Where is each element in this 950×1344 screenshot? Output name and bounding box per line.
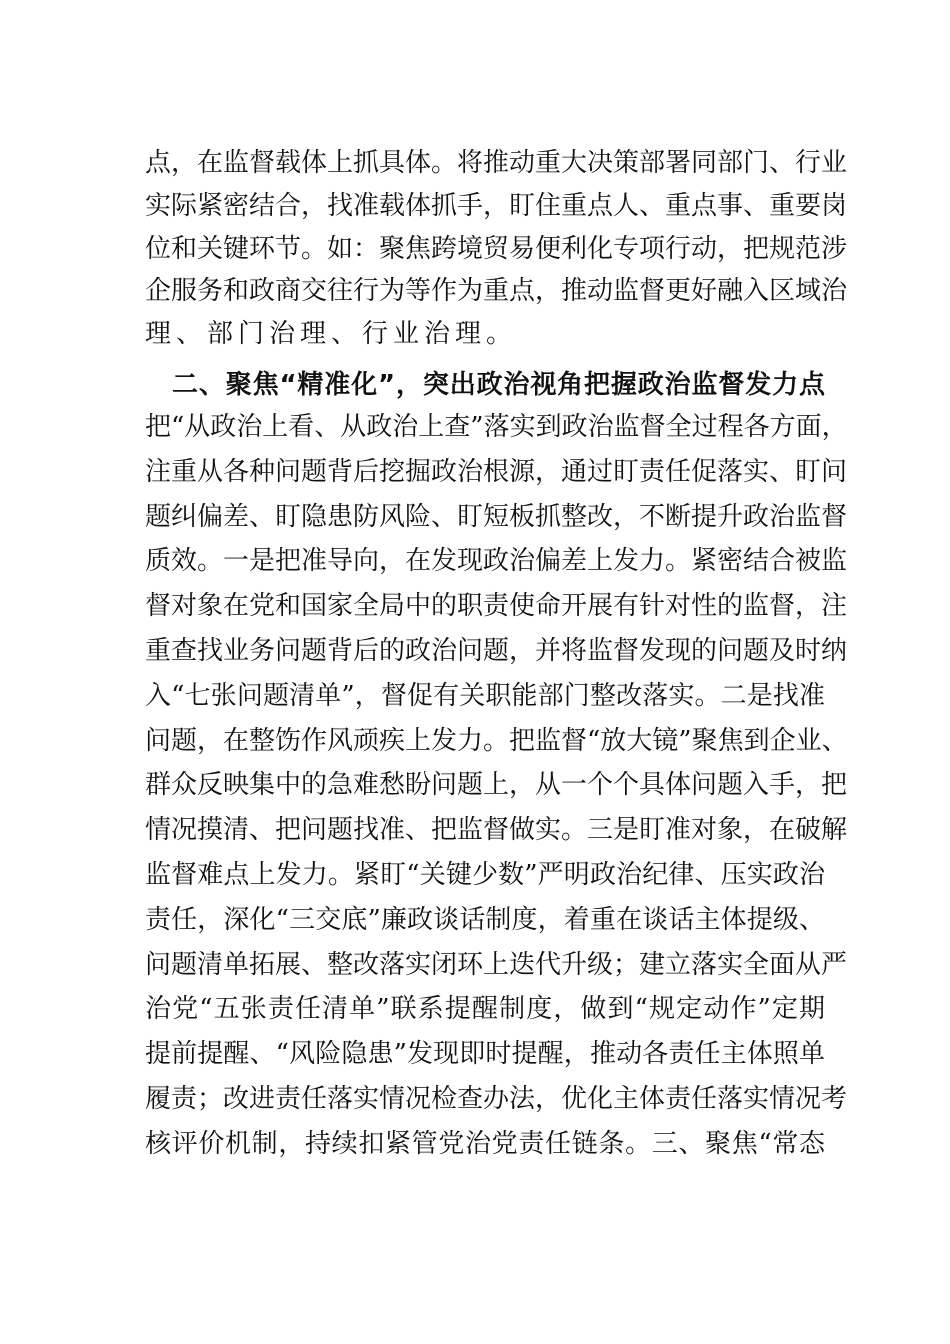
text-line: 治党“五张责任清单”联系提醒制度，做到“规定动作”定期 [145, 994, 825, 1025]
text-line: 监督难点上发力。紧盯“关键少数”严明政治纪律、压实政治 [145, 860, 825, 890]
text-line: 质效。一是把准导向，在发现政治偏差上发力。紧密结合被监 [145, 546, 848, 577]
text-line: 核评价机制，持续扣紧管党治党责任链条。三、聚焦“常态 [145, 1128, 825, 1159]
text-line: 企服务和政商交往行为等作为重点，推动监督更好融入区域治 [145, 276, 848, 307]
text-line: 把“从政治上看、从政治上查”落实到政治监督全过程各方面， [145, 412, 848, 442]
text-line: 点，在监督载体上抓具体。将推动重大决策部署同部门、行业 [145, 148, 848, 178]
text-line: 问题清单拓展、整改落实闭环上迭代升级；建立落实全面从严 [145, 949, 848, 980]
text-line: 群众反映集中的急难愁盼问题上，从一个个具体问题入手，把 [145, 770, 848, 801]
text-line: 入“七张问题清单”，督促有关职能部门整改落实。二是找准 [145, 680, 825, 711]
text-line: 履责；改进责任落实情况检查办法，优化主体责任落实情况考 [145, 1084, 848, 1114]
text-line: 督对象在党和国家全局中的职责使命开展有针对性的监督，注 [145, 591, 848, 622]
text-line: 提前提醒、“风险隐患”发现即时提醒，推动各责任主体照单 [145, 1039, 825, 1070]
text-line: 责任，深化“三交底”廉政谈话制度，着重在谈话主体提级、 [145, 904, 825, 935]
text-line: 重查找业务问题背后的政治问题，并将监督发现的问题及时纳 [145, 636, 848, 666]
text-line: 实际紧密结合，找准载体抓手，盯住重点人、重点事、重要岗 [145, 190, 848, 221]
section-heading: 二、聚焦“精准化”，突出政治视角把握政治监督发力点 [172, 370, 825, 400]
text-line: 理、部门治理、行业治理。 [145, 319, 518, 350]
text-line: 位和关键环节。如：聚焦跨境贸易便利化专项行动，把规范涉 [145, 233, 848, 264]
text-line: 问题，在整饬作风顽疾上发力。把监督“放大镜”聚焦到企业、 [145, 725, 848, 756]
text-line: 题纠偏差、盯隐患防风险、盯短板抓整改，不断提升政治监督 [145, 501, 848, 532]
text-line: 注重从各种问题背后挖掘政治根源，通过盯责任促落实、盯问 [145, 456, 848, 487]
text-line: 情况摸清、把问题找准、把监督做实。三是盯准对象，在破解 [145, 815, 848, 846]
